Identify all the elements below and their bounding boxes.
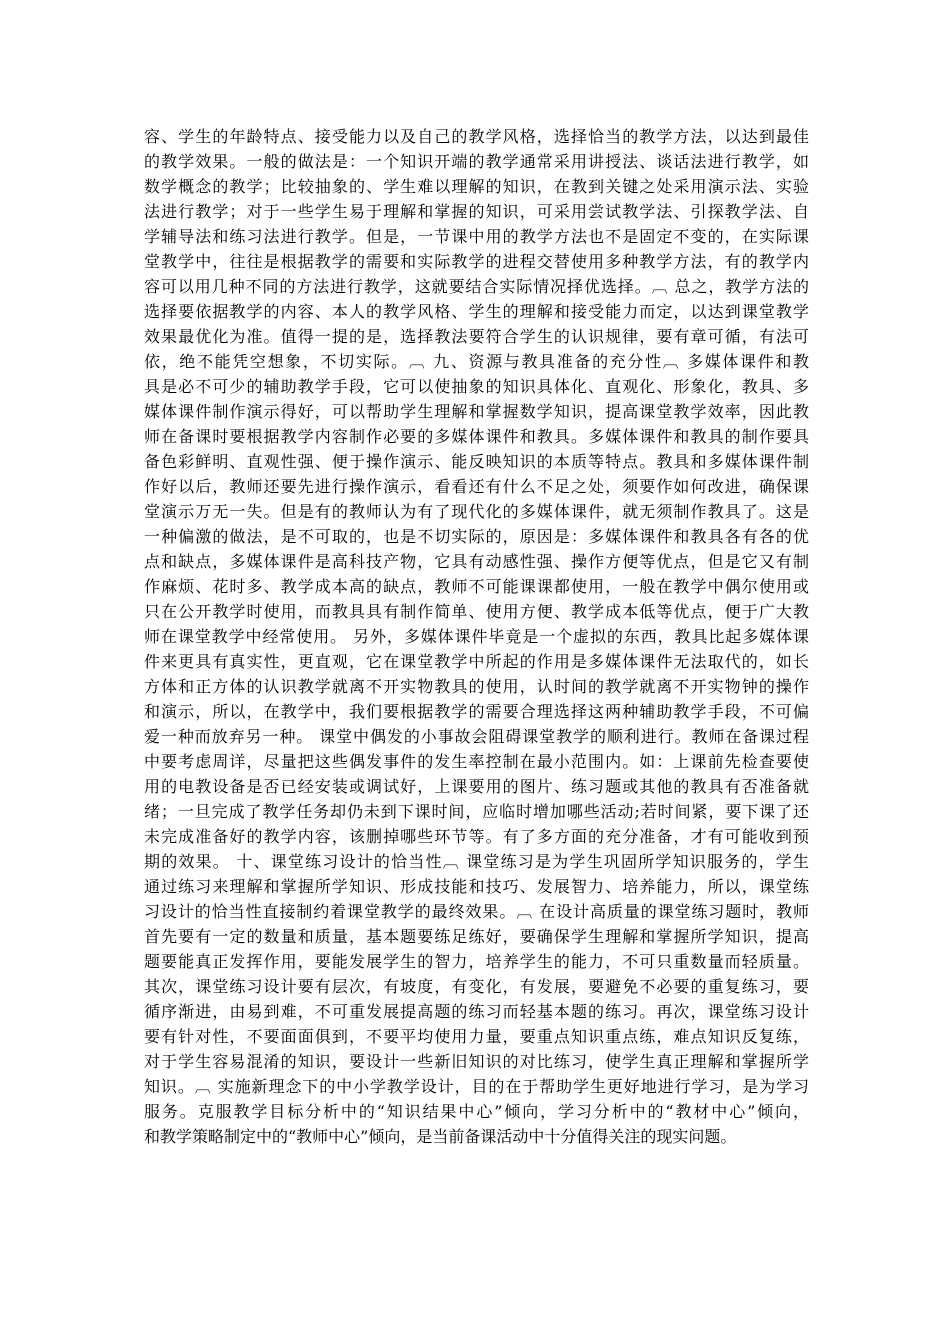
body-text-line: 法进行教学；对于一些学生易于理解和掌握的知识，可采用尝试教学法、引探教学法、自 (144, 202, 809, 221)
body-text-line: 堂教学中，往往是根据教学的需要和实际教学的进程交替使用多种教学方法，有的教学内 (144, 252, 809, 271)
body-text-line: 其次，课堂练习设计要有层次，有坡度，有变化，有发展，要避免不必要的重复练习，要 (144, 977, 809, 996)
body-text-line: 要有针对性，不要面面俱到，不要平均使用力量，要重点知识重点练，难点知识反复练， (144, 1027, 809, 1046)
body-text-line: 中要考虑周详，尽量把这些偶发事件的发生率控制在最小范围内。如：上课前先检查要使 (144, 752, 809, 771)
body-text-line: 首先要有一定的数量和质量，基本题要练足练好，要确保学生理解和掌握所学知识，提高 (144, 927, 809, 946)
body-text-line: 爱一种而放弃另一种。 课堂中偶发的小事故会阻碍课堂教学的顺利进行。教师在备课过程 (144, 727, 809, 746)
body-text-line: 服务。克服教学目标分析中的“知识结果中心”倾向，学习分析中的“教材中心”倾向， (144, 1102, 809, 1121)
body-text-line: 点和缺点，多媒体课件是高科技产物，它具有动感性强、操作方便等优点，但是它又有制 (144, 552, 809, 571)
body-text-line: 容、学生的年龄特点、接受能力以及自己的教学风格，选择恰当的教学方法，以达到最佳 (144, 127, 809, 146)
body-text-line: 件来更具有真实性，更直观，它在课堂教学中所起的作用是多媒体课件无法取代的，如长 (144, 652, 809, 671)
body-text-line: 习设计的恰当性直接制约着课堂教学的最终效果。︹ 在设计高质量的课堂练习题时，教师 (144, 902, 809, 921)
body-text-line: 题要能真正发挥作用，要能发展学生的智力，培养学生的能力，不可只重数量而轻质量。 (144, 952, 809, 971)
body-text-line: 作麻烦、花时多、教学成本高的缺点，教师不可能课课都使用，一般在教学中偶尔使用或 (144, 577, 809, 596)
body-text-line: 师在课堂教学中经常使用。 另外，多媒体课件毕竟是一个虚拟的东西，教具比起多媒体课 (144, 627, 809, 646)
body-text-line: 绪；一旦完成了教学任务却仍未到下课时间，应临时增加哪些活动;若时间紧，要下课了还 (144, 802, 809, 821)
body-text-line: 作好以后，教师还要先进行操作演示，看看还有什么不足之处，须要作如何改进，确保课 (144, 477, 809, 496)
body-text-line: 选择要依据教学的内容、本人的教学风格、学生的理解和接受能力而定，以达到课堂教学 (144, 302, 809, 321)
body-text-line: 未完成准备好的教学内容，该删掉哪些环节等。有了多方面的充分准备，才有可能收到预 (144, 827, 809, 846)
body-text-line: 知识。︹ 实施新理念下的中小学教学设计，目的在于帮助学生更好地进行学习，是为学习 (144, 1077, 809, 1096)
document-page (144, 124, 809, 1149)
body-text-line: 依，绝不能凭空想象，不切实际。︹ 九、资源与教具准备的充分性︹ 多媒体课件和教 (144, 352, 809, 371)
body-text-line: 只在公开教学时使用，而教具具有制作简单、使用方便、教学成本低等优点，便于广大教 (144, 602, 809, 621)
body-text-line: 的教学效果。一般的做法是：一个知识开端的教学通常采用讲授法、谈话法进行教学，如 (144, 152, 809, 171)
body-text-line: 通过练习来理解和掌握所学知识、形成技能和技巧、发展智力、培养能力，所以，课堂练 (144, 877, 809, 896)
body-text-line: 期的效果。 十、课堂练习设计的恰当性︹ 课堂练习是为学生巩固所学知识服务的，学生 (144, 852, 809, 871)
body-text-line: 和教学策略制定中的“教师中心”倾向，是当前备课活动中十分值得关注的现实问题。 (144, 1127, 737, 1146)
body-text-line: 方体和正方体的认识教学就离不开实物教具的使用，认时间的教学就离不开实物钟的操作 (144, 677, 809, 696)
body-text-line: 具是必不可少的辅助教学手段，它可以使抽象的知识具体化、直观化、形象化，教具、多 (144, 377, 809, 396)
body-text-line: 堂演示万无一失。但是有的教师认为有了现代化的多媒体课件，就无须制作教具了。这是 (144, 502, 809, 521)
body-text-line: 数学概念的教学；比较抽象的、学生难以理解的知识，在教到关键之处采用演示法、实验 (144, 177, 809, 196)
body-text-line: 对于学生容易混淆的知识，要设计一些新旧知识的对比练习，使学生真正理解和掌握所学 (144, 1052, 809, 1071)
body-text-line: 循序渐进，由易到难，不可重发展提高题的练习而轻基本题的练习。再次，课堂练习设计 (144, 1002, 809, 1021)
body-text-line: 容可以用几种不同的方法进行教学，这就要结合实际情况择优选择。︹ 总之，教学方法的 (144, 277, 809, 296)
body-text-line: 效果最优化为准。值得一提的是，选择教法要符合学生的认识规律，要有章可循，有法可 (144, 327, 809, 346)
body-text-line: 媒体课件制作演示得好，可以帮助学生理解和掌握数学知识，提高课堂教学效率，因此教 (144, 402, 809, 421)
body-text-line: 学辅导法和练习法进行教学。但是，一节课中用的教学方法也不是固定不变的，在实际课 (144, 227, 809, 246)
body-text-line: 和演示，所以，在教学中，我们要根据教学的需要合理选择这两种辅助教学手段，不可偏 (144, 702, 809, 721)
body-text-line: 备色彩鲜明、直观性强、便于操作演示、能反映知识的本质等特点。教具和多媒体课件制 (144, 452, 809, 471)
body-text-line: 用的电教设备是否已经安装或调试好，上课要用的图片、练习题或其他的教具有否准备就 (144, 777, 809, 796)
body-text-line: 一种偏激的做法，是不可取的，也是不切实际的，原因是：多媒体课件和教具各有各的优 (144, 527, 809, 546)
body-text-line: 师在备课时要根据教学内容制作必要的多媒体课件和教具。多媒体课件和教具的制作要具 (144, 427, 809, 446)
